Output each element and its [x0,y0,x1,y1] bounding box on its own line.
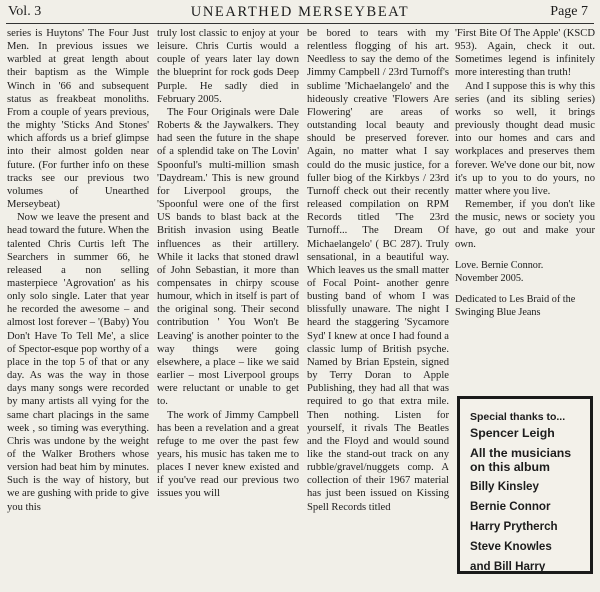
thanks-name: Spencer Leigh [470,426,555,440]
paragraph: series is Huytons' The Four Just Men. In previous issues we warbled at great length about their baptism as the Wimple Winch in '66 and subsequent status as freakbeat monoliths. From a couple of years previous, the mighty 'Sticks And Stones' which affords us a brief glimpse into their almost golden near future. (For further info on these tracks see our previous two volumes of Unearthed Merseybeat) [7,28,149,211]
thanks-name: and Bill Harry [470,560,546,573]
magazine-title: UNEARTHED MERSEYBEAT [190,4,410,20]
paragraph: Now we leave the present and head toward the future. When the talented Chris Curtis left The Searchers in summer 66, he released a non selling masterpiece 'Agrovation' as his only solo single. Later that year he recorded the awesome – and almost lost forever – '(Baby) You Don't Have To Tell Me', a slice of Spector-esque pop worthy of a place in the top 5 of that or any day. As was the way in those days many songs were recorded by many artists all vying for the same chart placings in the same week , so timing was everything. Chris was undone by the weight of the Walker Brothers whose version had beat him by minutes. Such is the way of history, but we are gushing with pride to give you this [7,212,149,513]
thanks-name: Steve Knowles [470,540,552,553]
page-header [0,0,600,24]
signoff [455,259,595,285]
thanks-name: Billy Kinsley [470,480,539,493]
paragraph: The Four Originals were Dale Roberts & the Jaywalkers. They had seen the future in the shape of a splendid take on The Lovin' Spoonful's multi-million smash 'Daydream.' This is new ground for Liverpool groups, the 'Spoonful were one of the first US bands to blast back at the British invasion using Beatle influences as their artillery. While it lacks that stoned drawl of John Sebastian, it more than compensates in chirpy scouse humour, which in itself is part of the original song. Their second contribution ' You Won't Be Leaving' is another pointer to the way things were going elsewhere, a place – like we said earlier – most Liverpool groups were reluctant or unable to get to. [157,106,299,408]
signoff-date: November 2005. [455,272,524,284]
text-column-4 [455,27,595,319]
thanks-heading: Special thanks to... [470,411,566,423]
text-column-1 [7,27,149,514]
paragraph: be bored to tears with my relentless flogging of his art. Needless to say the demo of the Jimmy Campbell / 23rd Turnoff's sublime 'Michaelangelo' and the hideously creative 'Flowers Are Flowering' are areas of outstanding local beauty and should be preserved forever. Again, no matter what I say could do the music justice, for a fuller biog of the Kirkbys / 23rd Turnoff check out their recently released compilation on RPM Records titled 'The 23rd Turnoff... The Dream Of Michaelangelo' ( BC 287). Truly sensational, in a beautiful way. Which leaves us the small matter of Focal Point- another genre busting band of whom I was blissfully unaware. The night I heard the staggering 'Sycamore Syd' I knew at once I had found a classic lump of British psyche. Named by Brian Epstein, signed by Terry Doran to Apple Publishing, they had all that was required to go that extra mile. Then nothing. Listen for yourself, it rivals The Beatles and the Floyd and would sound like the stand-out track on any rubble/gravel/nuggets comp. A collection of their 1967 material has just been issued on Kissing Spell Records titled [307,28,449,513]
thanks-name: Harry Prytherch [470,520,558,533]
paragraph: The work of Jimmy Campbell has been a revelation and a great refuge to me over the past few years, his music has taken me to places I never knew existed and if you've read our previous two issues you will [157,409,299,500]
paragraph: truly lost classic to enjoy at your leisure. Chris Curtis would a couple of years later lay down the blueprint for rock gods Deep Purple. He sadly died in February 2005. [157,28,299,105]
text-column-3 [307,27,449,514]
thanks-name: Bernie Connor [470,500,551,513]
thanks-name: All the musicians on this album [470,446,572,474]
signoff-line: Love. Bernie Connor. [455,259,544,271]
text-column-2 [157,27,299,501]
volume-label: Vol. 3 [8,4,42,19]
header-rule [6,23,594,24]
paragraph: 'First Bite Of The Apple' (KSCD 953). Again, check it out. Sometimes legend is infinitely more interesting than truth! [455,28,595,79]
dedication: Dedicated to Les Braid of the Swinging Blue Jeans [455,293,576,318]
page-number: Page 7 [550,4,588,19]
paragraph: Remember, if you don't like the music, news or society you have, go out and make your own. [455,199,595,250]
special-thanks-box [457,396,593,574]
paragraph: And I suppose this is why this series (and its sibling series) works so well, it brings previously thought dead music into our homes and cars and workplaces and preserves them forever. We've done our bit, now it's up to you to do yours, no matter where you live. [455,80,595,197]
